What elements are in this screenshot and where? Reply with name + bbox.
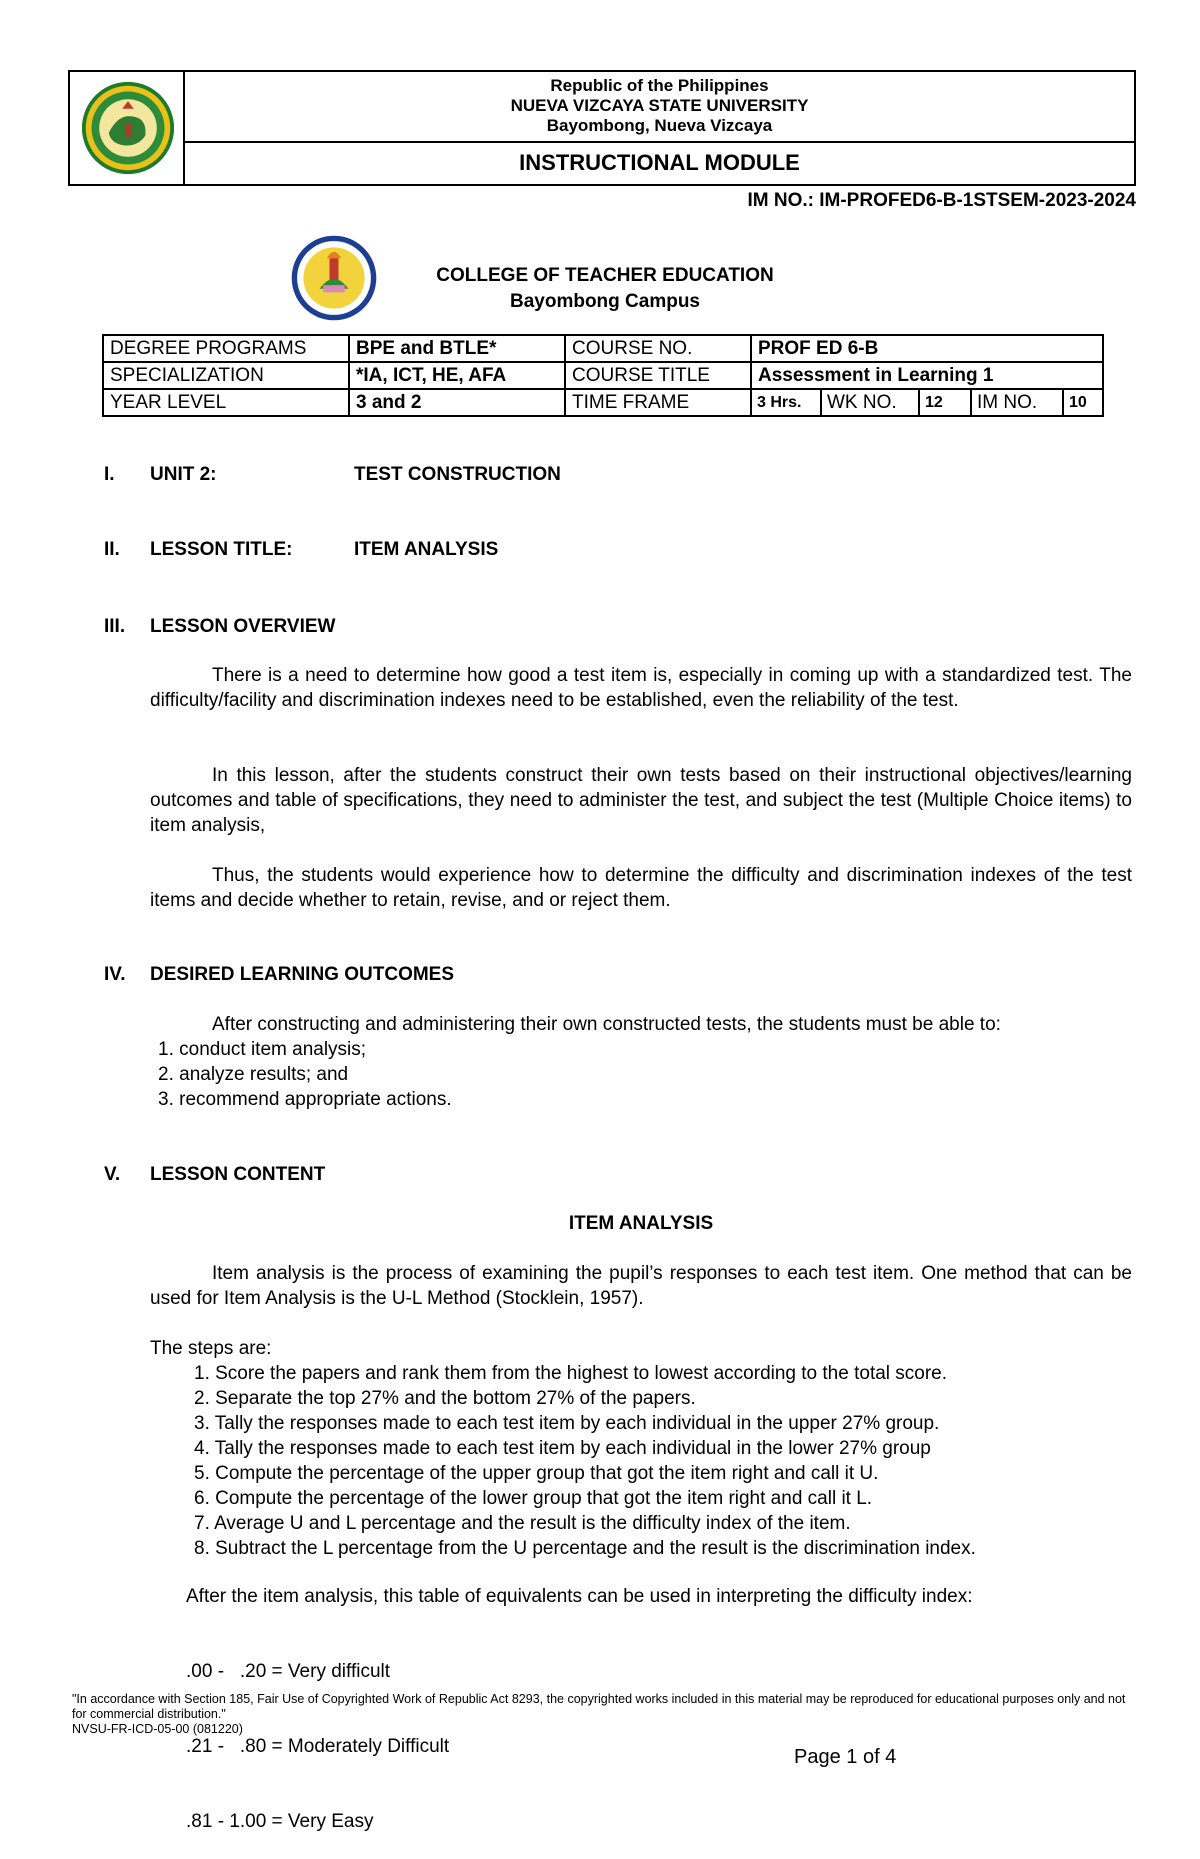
time-frame-cell (751, 389, 1103, 416)
steps-intro: The steps are: (150, 1338, 272, 1359)
section-3-number: III. (104, 616, 126, 637)
section-5-label: LESSON CONTENT (150, 1164, 326, 1185)
list-item: .21 - .80 = Moderately Difficult (186, 1736, 450, 1757)
section-2-value: ITEM ANALYSIS (354, 539, 499, 560)
header-module-title: INSTRUCTIONAL MODULE (519, 150, 800, 175)
outcomes-intro: After constructing and administering their own constructed tests, the students must be able to: (212, 1014, 1001, 1035)
page-number: Page 1 of 4 (794, 1746, 897, 1768)
specialization-label: SPECIALIZATION (103, 362, 349, 389)
college-seal-icon (286, 233, 382, 323)
week-label: WK NO. (821, 390, 919, 415)
degree-label: DEGREE PROGRAMS (103, 335, 349, 362)
outcomes-list (158, 1037, 452, 1112)
list-item: 3. recommend appropriate actions. (158, 1089, 452, 1110)
list-item: 3. Tally the responses made to each test item by each individual in the upper 27% group. (194, 1413, 940, 1434)
college-campus: Bayombong Campus (509, 291, 701, 312)
section-1-label: UNIT 2: (150, 464, 217, 485)
footer-notice (72, 1692, 1142, 1737)
year-level-label: YEAR LEVEL (103, 389, 349, 416)
course-title-label: COURSE TITLE (565, 362, 751, 389)
header-box (68, 70, 1136, 186)
copyright-notice: "In accordance with Section 185, Fair Use of Copyrighted Work of Republic Act 8293, the copyrighted works included in this material may be reproduced for educational purposes only and not for commercial distribution." (72, 1692, 1126, 1721)
year-level-value: 3 and 2 (349, 389, 565, 416)
section-4-number: IV. (104, 964, 126, 985)
equivalents-intro: After the item analysis, this table of equivalents can be used in interpreting the difficulty index: (186, 1586, 973, 1607)
week-value: 12 (919, 390, 971, 415)
im-no-value: 10 (1063, 390, 1102, 415)
im-no-label: IM NO. (971, 390, 1063, 415)
list-item: 6. Compute the percentage of the lower group that got the item right and call it L. (194, 1488, 873, 1509)
table-row (103, 335, 1103, 362)
section-1-number: I. (104, 464, 115, 485)
college-block (420, 263, 790, 315)
table-row (103, 362, 1103, 389)
course-no-value: PROF ED 6-B (751, 335, 1103, 362)
section-3-label: LESSON OVERVIEW (150, 616, 336, 637)
form-code: NVSU-FR-ICD-05-00 (081220) (72, 1722, 243, 1736)
degree-value: BPE and BTLE* (349, 335, 565, 362)
overview-paragraph-1: There is a need to determine how good a test item is, especially in coming up with a standardized test. The difficulty/facility and discrimination indexes need to be established, even the reliability of the test. (150, 665, 1132, 711)
section-2-number: II. (104, 539, 120, 560)
list-item: 5. Compute the percentage of the upper group that got the item right and call it U. (194, 1463, 879, 1484)
college-name: COLLEGE OF TEACHER EDUCATION (436, 265, 774, 286)
content-paragraph-1: Item analysis is the process of examining the pupil’s responses to each test item. One method that can be used for Item Analysis is the U-L Method (Stocklein, 1957). (150, 1263, 1132, 1309)
header-location: Bayombong, Nueva Vizcaya (546, 116, 773, 135)
course-info-table (102, 334, 1104, 417)
section-5-number: V. (104, 1164, 121, 1185)
list-item: 8. Subtract the L percentage from the U percentage and the result is the discrimination index. (194, 1538, 976, 1559)
time-frame-value: 3 Hrs. (757, 394, 802, 411)
header-university: NUEVA VIZCAYA STATE UNIVERSITY (510, 96, 809, 115)
header-republic: Republic of the Philippines (550, 76, 769, 95)
list-item: 1. Score the papers and rank them from the highest to lowest according to the total score. (194, 1363, 948, 1384)
list-item: 4. Tally the responses made to each test item by each individual in the lower 27% group (194, 1438, 931, 1459)
course-title-value: Assessment in Learning 1 (751, 362, 1103, 389)
list-item: 2. Separate the top 27% and the bottom 27% of the papers. (194, 1388, 696, 1409)
content-heading: ITEM ANALYSIS (568, 1213, 714, 1234)
header-divider-horizontal (183, 141, 1134, 143)
section-2-label: LESSON TITLE: (150, 539, 293, 560)
overview-paragraph-2: In this lesson, after the students construct their own tests based on their instructional objectives/learning outcomes and table of specifications, they need to administer the test, and subject the test (Multiple Choice items) to item analysis, (150, 765, 1132, 836)
list-item: .81 - 1.00 = Very Easy (186, 1811, 374, 1832)
section-1-value: TEST CONSTRUCTION (354, 464, 561, 485)
list-item: 1. conduct item analysis; (158, 1039, 367, 1060)
table-row (103, 389, 1103, 416)
university-seal-icon (80, 80, 176, 176)
course-no-label: COURSE NO. (565, 335, 751, 362)
overview-paragraph-3: Thus, the students would experience how to determine the difficulty and discrimination indexes of the test items and decide whether to retain, revise, and or reject them. (150, 865, 1132, 911)
specialization-value: *IA, ICT, HE, AFA (349, 362, 565, 389)
steps-list (194, 1361, 1134, 1561)
list-item: 7. Average U and L percentage and the result is the difficulty index of the item. (194, 1513, 851, 1534)
list-item: 2. analyze results; and (158, 1064, 349, 1085)
list-item: .00 - .20 = Very difficult (186, 1661, 391, 1682)
im-number: IM NO.: IM-PROFED6-B-1STSEM-2023-2024 (747, 190, 1136, 211)
time-frame-label: TIME FRAME (565, 389, 751, 416)
section-4-label: DESIRED LEARNING OUTCOMES (150, 964, 455, 985)
